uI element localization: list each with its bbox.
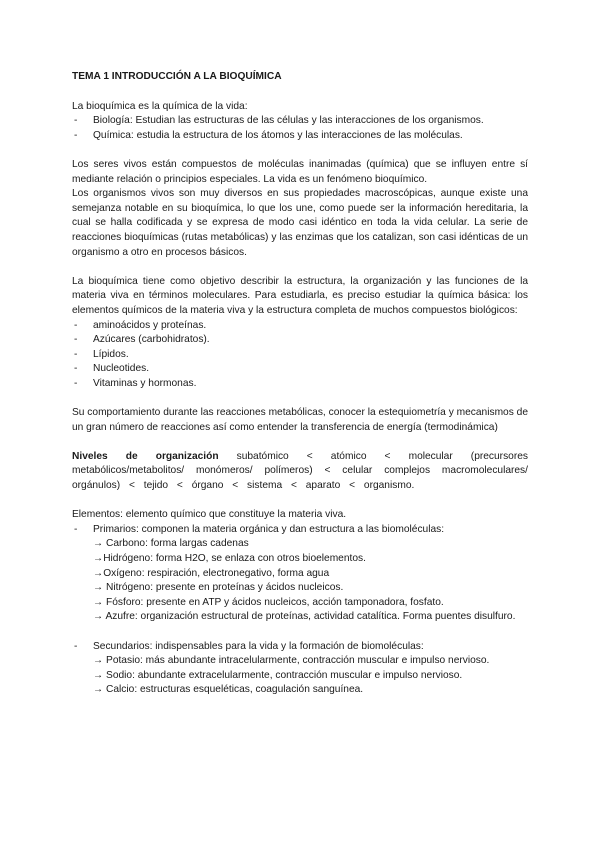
primarios-label: Primarios: componen la materia orgánica y dan estructura a las biomoléculas:	[93, 523, 445, 535]
list-item: → Carbono: forma largas cadenas	[93, 538, 249, 550]
list-item: → Potasio: más abundante intracelularmente, contracción muscular e impulso nervioso.	[93, 655, 490, 667]
list-item: - Vitaminas y hormonas.	[72, 377, 528, 392]
primarios-section	[72, 523, 528, 625]
list-item: - aminoácidos y proteínas.	[72, 319, 528, 334]
document-page	[72, 70, 528, 698]
secundarios-section	[72, 640, 528, 698]
compounds-list	[72, 319, 528, 392]
levels-label: Niveles de organización	[72, 450, 219, 462]
list-item: - Lípidos.	[72, 348, 528, 363]
page-title: TEMA 1 INTRODUCCIÓN A LA BIOQUÍMICA	[72, 71, 282, 82]
intro-text: La bioquímica es la química de la vida:	[72, 100, 248, 112]
list-item: → Azufre: organización estructural de proteínas, actividad catalítica. Forma puentes disulfuro.	[93, 611, 516, 623]
paragraph-1: Los seres vivos están compuestos de moléculas inanimadas (química) que se influyen entre sí mediante relación o principios especiales. La vida es un fenómeno bioquímico.	[72, 158, 528, 185]
paragraph-3: La bioquímica tiene como objetivo describir la estructura, la organización y las funciones de la materia viva en términos moleculares. Para estudiarla, es preciso estudiar la química básica: los elementos químicos de la materia viva y la estructura completa de muchos compuestos biológicos:	[72, 275, 528, 316]
intro-list	[72, 114, 528, 143]
secundarios-item	[72, 640, 528, 698]
list-item: - Azúcares (carbohidratos).	[72, 333, 528, 348]
list-item: → Sodio: abundante extracelularmente, contracción muscular e impulso nervioso.	[93, 669, 463, 681]
secundarios-label: Secundarios: indispensables para la vida y la formación de biomoléculas:	[93, 640, 424, 652]
list-item: → Calcio: estructuras esqueléticas, coagulación sanguínea.	[93, 684, 364, 696]
list-item: →Oxígeno: respiración, electronegativo, forma agua	[93, 567, 330, 579]
elements-intro: Elementos: elemento químico que constituye la materia viva.	[72, 509, 347, 521]
levels-paragraph	[72, 450, 528, 494]
paragraph-2: Los organismos vivos son muy diversos en sus propiedades macroscópicas, aunque existe una semejanza notable en su bioquímica, lo que los une, como puede ser la información hereditaria, la cual se halla codificada y se expresa de modo casi idéntico en toda la vida celular. La serie de reacciones bioquímicas (rutas metabólicas) y las enzimas que los catalizan, son casi idénticas de un organismo a otro en procesos básicos.	[72, 188, 528, 258]
primarios-list	[93, 537, 528, 625]
list-item: - Nucleotides.	[72, 362, 528, 377]
list-item: →Hidrógeno: forma H2O, se enlaza con otros bioelementos.	[93, 553, 366, 564]
primarios-item	[72, 523, 528, 625]
secundarios-list	[93, 654, 528, 698]
list-item: → Nitrógeno: presente en proteínas y ácidos nucleicos.	[93, 582, 344, 594]
levels-text: subatómico < atómico < molecular (precursores metabólicos/metabolitos/ monómeros/ polímeros) < celular complejos macromoleculares/ orgánulos) < tejido < órgano < sistema < aparato < organismo.	[72, 450, 528, 492]
list-item: → Fósforo: presente en ATP y ácidos nucleicos, acción tamponadora, fosfato.	[93, 596, 444, 608]
list-item: - Biología: Estudian las estructuras de las células y las interacciones de los organismos.	[72, 114, 528, 129]
paragraph-4: Su comportamiento durante las reacciones metabólicas, conocer la estequiometría y mecanismos de un gran número de reacciones así como entender la transferencia de energía (termodinámica)	[72, 407, 528, 433]
list-item: - Química: estudia la estructura de los átomos y las interacciones de las moléculas.	[72, 129, 528, 144]
